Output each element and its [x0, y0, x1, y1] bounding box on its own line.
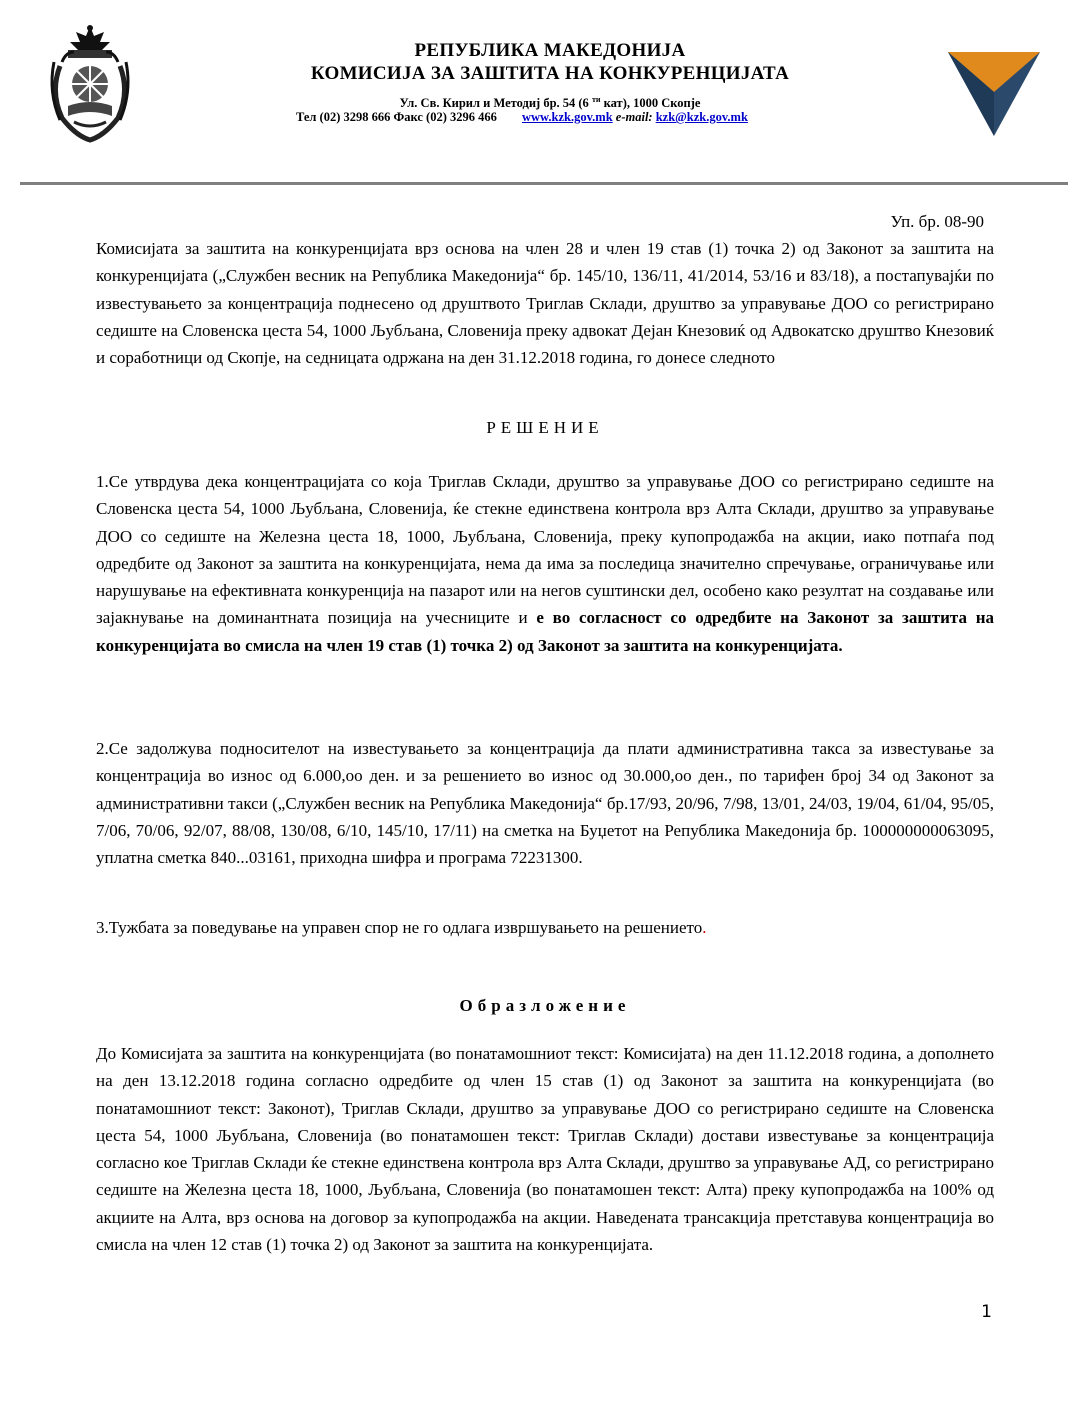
reasoning-heading: Образложение: [459, 996, 631, 1015]
point1-text: 1.Се утврдува дека концентрацијата со која Триглав Склади, друштво за управување ДОО со регистрирано седиште на Словенска цеста 54, 1000 Љубљана, Словенија, ќе стекне единствена контрола врз Алта Склади, друштво за управување ДОО со седиште на Железна цеста 18, 1000, Љубљана, Словенија, преку купопродажба на акции, иако потпаѓа под одредбите од Законот за заштита на конкуренцијата, нема да има за последица значително спречување, ограничување или нарушување на ефективната конкуренција на пазарот или на негов суштински дел, особено како резултат на создавање или зајакнување на доминантната позиција на учесниците и: [96, 472, 994, 628]
triangle-logo-icon: [946, 44, 1042, 140]
header-contact: [296, 110, 748, 125]
page-number: 1: [981, 1302, 992, 1322]
address-part: кат), 1000 Скопје: [600, 96, 701, 111]
email-link[interactable]: kzk@kzk.gov.mk: [655, 110, 748, 124]
header-commission-name: КОМИСИЈА ЗА ЗАШТИТА НА КОНКУРЕНЦИЈАТА: [310, 63, 790, 84]
point3-text: 3.Тужбата за поведување на управен спор не го одлага извршувањето на решението: [96, 918, 703, 937]
phone-fax: Тел (02) 3298 666 Факс (02) 3296 466: [296, 110, 497, 124]
decision-point-3: [96, 914, 994, 941]
decision-heading: РЕШЕНИЕ: [486, 418, 604, 437]
point3-mark: .: [702, 918, 707, 937]
coat-of-arms-emblem-icon: [40, 22, 140, 144]
decision-point-1: [96, 468, 994, 659]
header-address: [240, 95, 860, 111]
email-label: e-mail:: [615, 110, 653, 124]
address-superscript: ти: [591, 95, 601, 104]
decision-point-2: 2.Се задолжува подносителот на известувањето за концентрација да плати административна такса за известување за концентрација во износ од 6.000,оо ден. и за решението во износ од 30.000,оо ден., по тарифен број 34 од Законот за административни такси („Службен весник на Република Македонија“ бр.17/93, 20/96, 7/98, 13/01, 24/03, 19/04, 61/04, 95/05, 7/06, 70/06, 92/07, 88/08, 130/08, 6/10, 145/10, 17/11) на сметка на Буџетот на Република Македонија бр. 100000000063095, уплатна сметка 840...03161, приходна шифра и програма 72231300.: [96, 739, 994, 868]
address-part: Ул. Св. Кирил и Методиј бр. 54 (6: [399, 96, 592, 111]
point1-bold-text: е во согласност со одредбите на Законот за заштита на конкуренцијата во смисла на член 19 став (1) точка 2) од Законот за заштита на конкуренцијата.: [96, 608, 994, 655]
header-divider: [20, 182, 1068, 185]
intro-paragraph: Комисијата за заштита на конкуренцијата врз основа на член 28 и член 19 став (1) точка 2) од Законот за заштита на конкуренцијата („Службен весник на Република Македонија“ бр. 145/10, 136/11, 41/2014, 53/16 и 83/18), а постапувајќи по известувањето за концентрација поднесено од друштвото Триглав Склади, друштво за управување ДОО со регистрирано седиште на Словенска цеста 54, 1000 Љубљана, Словенија преку адвокат Дејан Кнезовиќ од Адвокатско друштво Кнезовиќ и соработници од Скопје, на седницата одржана на ден 31.12.2018 година, го донесе следното: [96, 239, 994, 368]
reasoning-paragraph: До Комисијата за заштита на конкуренцијата (во понатамошниот текст: Комисијата) на ден 11.12.2018 година, а дополнето на ден 13.12.2018 година согласно одредбите од член 15 став (1) од Законот за заштита на конкуренцијата (во понатамошниот текст: Законот), Триглав Склади, друштво за управување ДОО со регистрирано седиште на Словенска цеста 54, 1000 Љубљана, Словенија (во понатамошен текст: Триглав Склади) достави известување за концентрација согласно кое Триглав Склади ќе стекне единствена контрола врз Алта Склади, друштво за управување АД, со регистрирано седиште на Железна цеста 18, 1000, Љубљана, Словенија (во понатамошен текст: Алта) преку купопродажба на 100% од акциите на Алта, врз основа на договор за купопродажба на акции. Наведената трансакција претставува концентрација во смисла на член 12 став (1) точка 2) од Законот за заштита на конкуренцијата.: [96, 1044, 994, 1255]
case-number: Уп. бр. 08-90: [890, 212, 984, 231]
header-country: РЕПУБЛИКА МАКЕДОНИЈА: [414, 40, 686, 61]
website-link[interactable]: www.kzk.gov.mk: [522, 110, 613, 124]
